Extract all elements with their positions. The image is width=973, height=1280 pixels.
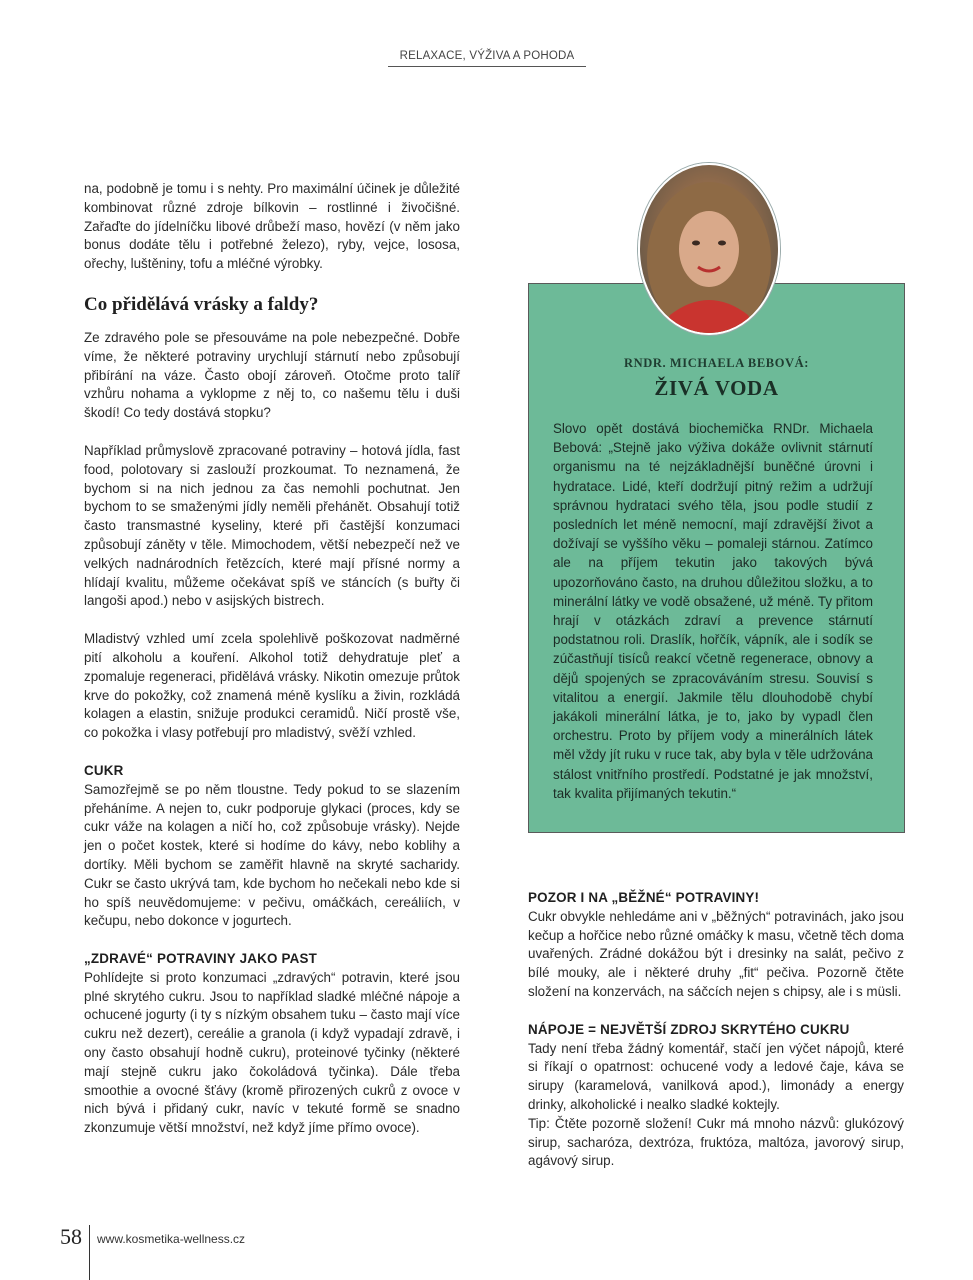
portrait-photo — [638, 163, 780, 335]
portrait-illustration — [640, 165, 778, 333]
page-number: 58 — [60, 1224, 82, 1249]
heading-drinks: NÁPOJE = NEJVĚTŠÍ ZDROJ SKRYTÉHO CUKRU — [528, 1021, 850, 1037]
left-column — [84, 180, 460, 1138]
paragraph-dangerous: Ze zdravého pole se přesouváme na pole nebezpečné. Dobře víme, že některé potraviny urychlují stárnutí nebo způsobují přibírání na váze. Často obojí zároveň. Otočme proto talíř vzhůru nohama a vyklopme z něj to, co našemu tělu i duši škodí! Co tedy dostává stopku? — [84, 329, 460, 421]
footer-url: www.kosmetika-wellness.cz — [97, 1232, 246, 1246]
heading-common-foods: POZOR I NA „BĚŽNÉ“ POTRAVINY! — [528, 890, 760, 905]
footer-divider — [89, 1225, 90, 1280]
paragraph-common-foods: Cukr obvykle nehledáme ani v „běžných“ potravinách, jako jsou kečup a hořčice nebo různé omáčky k masu, včetně těch doma uvařených. Zrádné dokážou být i dresinky na salát, pečivo z bílé mouky, ale i některé druhy „fit“ pečiva. Pozorně čtěte složení na konzervách, na sáčcích nejen s chipsy, ale i s müsli. — [528, 908, 904, 999]
heading-cukr: CUKR — [84, 762, 124, 778]
box-text: Slovo opět dostává biochemička RNDr. Michaela Bebová: „Stejně jako výživa dokáže ovlivnit stárnutí organismu na té nejzákladnější buněčné úrovni i hydratace. Lidé, kteří dodržují pitný režim a udržují správnou hydrataci svého těla, jsou podle studií z posledních let méně nemocní, mají zdravější život a dožívají se vyššího věku – pomaleji stárnou. Zatímco ale na příjem tekutin jako takových bývá upozorňováno často, na druhou důležitou složku, a to minerální látky ve vodě obsažené, už méně. Ty přitom hrají v otázkách zdraví a prevence stárnutí podstatnou roli. Draslík, hořčík, vápník, ale i sodík se zúčastňují tisíců reakcí včetně regenerace, obnovy a dějů spojených se zpracováváním stresu. Souvisí s vitalitou a energií. Jakmile tělu dlouhodobě chybí jakákoli minerální látka, je to, jako by vypadl člen orchestru. Proto by příjem vody a minerálních látek měl vždy jít ruku v ruce tak, aby byla v těle udržována stálost vnitřního prostředí. Podstatné je jak množství, tak kvalita přijímaných tekutin.“ — [553, 421, 873, 801]
section-header: RELAXACE, VÝŽIVA A POHODA — [388, 50, 586, 67]
paragraph-processed-food: Například průmyslově zpracované potraviny – hotová jídla, fast food, polotovary si zaslouží prozkoumat. To neznamená, že bychom si na nich jednou za čas nemohli pochutnat. Jen bychom to se smaženými jídly neměli přehánět. Obsahují totiž často transmastné kyseliny, které při častější konzumaci způsobují záněty v těle. Mimochodem, větší nebezpečí než ve velkých nadnárodních řetězcích, které mají přísné normy a hlídají kvalitu, můžeme očekávat spíš ve stáncích (s buřty či langoši apod.) nebo v asijských bistrech. — [84, 442, 460, 609]
paragraph-alcohol: Mladistvý vzhled umí zcela spolehlivě poškozovat nadměrné pití alkoholu a kouření. Alkohol totiž dehydratuje pleť a zpomaluje regeneraci, přidělává vrásky. Nikotin omezuje průtok krve do pokožky, což znamená méně kyslíku a živin, rozkládá kolagen a elastin, snižuje produkci ceramidů. Ničí prostě vše, co pokožka i vlasy potřebují pro mladistvý, svěží vzhled. — [84, 631, 460, 741]
article-subheading: Co přidělává vrásky a faldy? — [84, 293, 319, 315]
heading-healthy-trap: „ZDRAVÉ“ POTRAVINY JAKO PAST — [84, 951, 318, 967]
paragraph-cukr: Samozřejmě se po něm tloustne. Tedy pokud to se slazením přeháníme. A nejen to, cukr podporuje glykaci (proces, kdy se cukr váže na kolagen a ničí ho, což způsobuje vrásky). Nejde jen o počet kostek, které si hodíme do kávy, nebo koblihy a dortíky. Měli bychom se zaměřit hlavně na skryté sacharidy. Cukr se často ukrývá tam, kde bychom ho nečekali nebo kde si ho spíš neuvědomujeme: v pečivu, omáčkách, cereáliích, v kečupu, nebo dokonce v jogurtech. — [84, 781, 460, 929]
box-title: ŽIVÁ VODA — [654, 376, 779, 400]
paragraph-drinks: Tady není třeba žádný komentář, stačí jen výčet nápojů, které si říkají o opatrnost: ochucené vody a ledové čaje, káva se sirupy (karamelová, vanilková apod.), limonády a energy drinky, alkoholické i nealko sladké koktejly. — [528, 1040, 904, 1112]
box-kicker: RNDR. MICHAELA BEBOVÁ: — [623, 356, 810, 370]
paragraph-healthy-trap: Pohlídejte si proto konzumaci „zdravých“ potravin, které jsou plné skrytého cukru. Jsou to například sladké mléčné nápoje a ochucené jogurty (i ty s nízkým obsahem tuku – často mají více cukru než dezert), cereálie a granola (i když vypadají zdravě, i ony často obsahují hodně cukru), proteinové tyčinky (některé mají stejně cukru jako čokoládová tyčinka). Dále třeba smoothie a ovocné šťávy (kromě přirozených cukrů z ovoce v nich bývá i přidaný cukr, navíc v tekuté formě se snadno zkonzumuje větší množství, než když jíme přímo ovoce). — [84, 969, 460, 1136]
paragraph-tip: Tip: Čtěte pozorně složení! Cukr má mnoho názvů: glukózový sirup, sacharóza, dextróza, fruktóza, maltóza, javorový sirup, agávový sirup. — [528, 1115, 904, 1169]
right-column — [528, 889, 904, 1171]
intro-paragraph: na, podobně je tomu i s nehty. Pro maximální účinek je důležité kombinovat různé zdroje bílkovin – rostlinné i živočišné. Zařaďte do jídelníčku libové drůbeží maso, hovězí (v něm jako bonus dodáte tělu i potřebné železo), ryby, vejce, lososa, ořechy, luštěniny, tofu a mléčné výrobky. — [84, 181, 460, 272]
